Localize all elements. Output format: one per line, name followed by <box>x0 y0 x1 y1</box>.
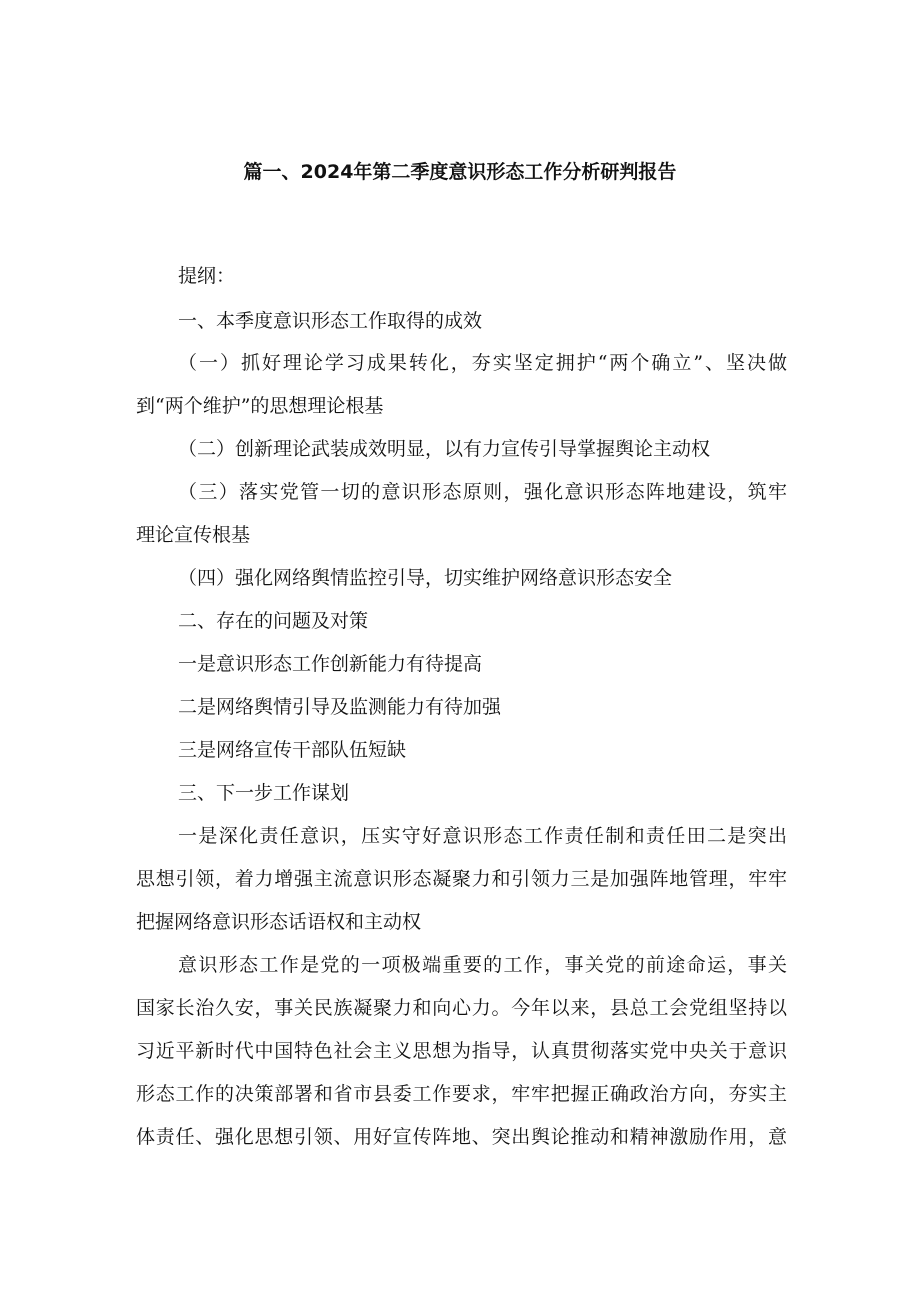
body-line1: 意识形态工作是党的一项极端重要的工作，事关党的前途命运，事关 <box>178 954 787 976</box>
section3-heading: 三、下一步工作谋划 <box>178 782 350 804</box>
section1-item2: （二）创新理论武装成效明显，以有力宣传引导掌握舆论主动权 <box>178 438 711 460</box>
body-line2: 国家长治久安，事关民族凝聚力和向心力。今年以来，县总工会党组坚持以 <box>136 997 787 1019</box>
section2-item1: 一是意识形态工作创新能力有待提高 <box>178 653 483 675</box>
section3-para-line1: 一是深化责任意识，压实守好意识形态工作责任制和责任田二是突出 <box>178 825 787 847</box>
section2-item3: 三是网络宣传干部队伍短缺 <box>178 739 407 761</box>
outline-label: 提纲： <box>178 265 236 287</box>
section2-item2: 二是网络舆情引导及监测能力有待加强 <box>178 696 502 718</box>
section1-item1-line1: （一）抓好理论学习成果转化，夯实坚定拥护“两个确立”、坚决做 <box>178 352 787 374</box>
section1-item3-line1: （三）落实党管一切的意识形态原则，强化意识形态阵地建设，筑牢 <box>178 481 787 503</box>
body-line4: 形态工作的决策部署和省市县委工作要求，牢牢把握正确政治方向，夯实主 <box>136 1083 787 1105</box>
document-title: 篇一、2024年第二季度意识形态工作分析研判报告 <box>243 161 677 183</box>
section3-para-line2: 思想引领，着力增强主流意识形态凝聚力和引领力三是加强阵地管理，牢牢 <box>136 868 787 890</box>
section2-heading: 二、存在的问题及对策 <box>178 610 369 632</box>
body-line3: 习近平新时代中国特色社会主义思想为指导，认真贯彻落实党中央关于意识 <box>136 1040 787 1062</box>
body-line5: 体责任、强化思想引领、用好宣传阵地、突出舆论推动和精神激励作用，意 <box>136 1126 787 1148</box>
section1-item1-line2: 到“两个维护”的思想理论根基 <box>136 395 384 417</box>
section1-item4: （四）强化网络舆情监控引导，切实维护网络意识形态安全 <box>178 567 673 589</box>
section3-para-line3: 把握网络意识形态话语权和主动权 <box>136 911 422 933</box>
section1-heading: 一、本季度意识形态工作取得的成效 <box>178 310 483 332</box>
section1-item3-line2: 理论宣传根基 <box>136 524 251 546</box>
